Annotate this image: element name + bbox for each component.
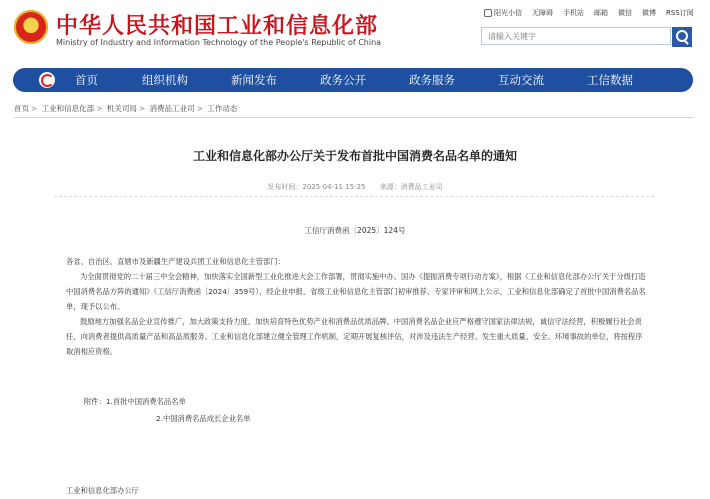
divider: [14, 117, 694, 118]
top-link-mail[interactable]: 邮箱: [594, 9, 608, 17]
main-nav: [13, 68, 693, 92]
breadcrumb-item[interactable]: 消费品工业司: [149, 104, 195, 113]
top-link-rss[interactable]: RSS订阅: [666, 9, 694, 17]
divider: [54, 196, 654, 198]
site-title[interactable]: 中华人民共和国工业和信息化部: [56, 13, 379, 39]
paragraph-salutation: 各省、自治区、直辖市及新疆生产建设兵团工业和信息化主管部门：: [66, 257, 285, 266]
top-link-weibo[interactable]: 微博: [642, 9, 656, 17]
sunshine-icon: [484, 9, 492, 17]
nav-logo-icon[interactable]: [39, 72, 55, 88]
top-link-wechat[interactable]: 微信: [618, 9, 632, 17]
attachments: [84, 393, 251, 427]
article-title: 工业和信息化部办公厅关于发布首批中国消费名品名单的通知: [192, 149, 517, 163]
top-link-sunshine[interactable]: 阳光小信: [484, 8, 522, 18]
national-emblem-icon: ★: [14, 10, 48, 44]
attachment-link[interactable]: 2.中国消费名品成长企业名单: [156, 414, 251, 423]
paragraph: 为全面贯彻党的二十届三中全会精神，加快落实全国新型工业化推进大会工作部署，贯彻实施中办、国办《提振消费专项行动方案》，根据《工业和信息化部办公厅关于分级打造中国消费名品方阵的通知》（工信厅消费函〔2024〕359号），经企业申报、省级工业和信息化主管部门初审推荐、专家评审和网上公示，工业和信息化部确定了首批中国消费名品名单，现予以公布。: [66, 272, 646, 311]
breadcrumb-item[interactable]: 首页: [14, 104, 29, 113]
top-links: [484, 8, 694, 18]
top-link-accessibility[interactable]: 无障碍: [532, 9, 553, 17]
breadcrumb-item[interactable]: 工业和信息化部: [41, 104, 95, 113]
site-subtitle: Ministry of Industry and Information Technology of the People's Republic of China: [56, 38, 382, 47]
search-input[interactable]: [481, 27, 671, 45]
nav-services[interactable]: 政务服务: [409, 73, 455, 87]
signer: 工业和信息化部办公厅: [66, 486, 139, 495]
breadcrumb-item[interactable]: 工作动态: [207, 104, 238, 113]
nav-gov-affairs[interactable]: 政务公开: [320, 73, 366, 87]
document-number: 工信厅消费函〔2025〕124号: [304, 226, 406, 235]
article-meta: [0, 182, 710, 192]
nav-data[interactable]: 工信数据: [587, 73, 633, 87]
article-source: 来源：消费品工业司: [379, 183, 443, 191]
breadcrumb-item[interactable]: 机关司局: [106, 104, 137, 113]
publish-time: 发布时间：2025-04-11 15:25: [267, 183, 366, 191]
breadcrumb: 首页 > 工业和信息化部 > 机关司局 > 消费品工业司 > 工作动态: [14, 104, 238, 113]
nav-interaction[interactable]: 互动交流: [498, 73, 544, 87]
search-button[interactable]: [672, 27, 692, 47]
top-link-mobile[interactable]: 手机站: [563, 9, 584, 17]
nav-home[interactable]: 首页: [75, 73, 98, 87]
article-body: [66, 254, 646, 359]
paragraph: 鼓励地方加强名品企业宣传推广，加大政策支持力度，加快培育特色优势产业和消费品优质品牌。中国消费名品企业应严格遵守国家法律法规，诚信守法经营，积极履行社会责任，向消费者提供高质量产品和高品质服务。工业和信息化部建立健全管理工作机制，定期开展复核评估，对涉及违法生产经营、发生重大质量、安全、环境事故的单位，将按程序取消相应资格。: [66, 317, 643, 356]
nav-organization[interactable]: 组织机构: [142, 73, 188, 87]
nav-news[interactable]: 新闻发布: [231, 73, 277, 87]
attachment-link[interactable]: 附件：1.首批中国消费名品名单: [84, 397, 186, 406]
site-header: [0, 0, 710, 62]
